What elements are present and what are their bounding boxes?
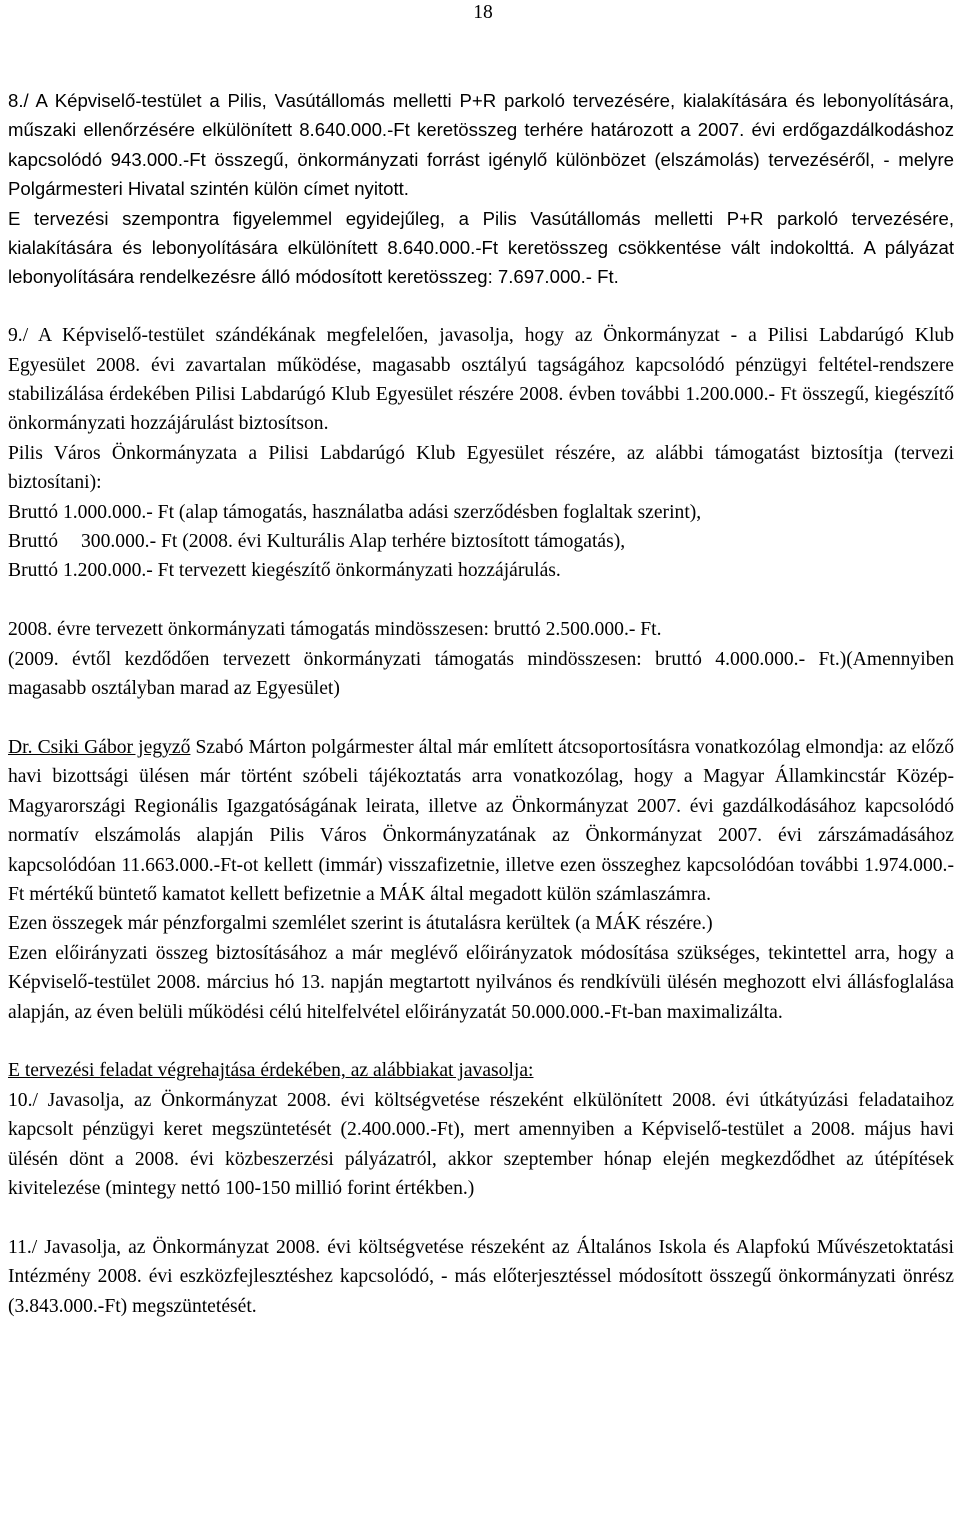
item-8-followup-paragraph: E tervezési szempontra figyelemmel egyidejűleg, a Pilis Vasútállomás melletti P+R parkoló tervezésére, kialakítására és lebonyolítására elkülönített 8.640.000.-Ft keretösszeg csökkentése vált indokolttá. A pályázat lebonyolítására rendelkezésre álló módosított keretösszeg: 7.697.000.- Ft.	[8, 207, 954, 288]
total-2009: (2009. évtől kezdődően tervezett önkormányzati támogatás mindösszesen: bruttó 4.000.000.- Ft.)(Amennyiben magasabb osztályban marad az Egyesület)	[8, 648, 954, 700]
page-number: 18	[473, 2, 493, 23]
brutto-value: 1.200.000.- Ft tervezett kiegészítő önkormányzati hozzájárulás.	[62, 560, 561, 582]
item-9-paragraph: 9./ A Képviselő-testület szándékának megfelelően, javasolja, hogy az Önkormányzat - a Pilisi Labdarúgó Klub Egyesület 2008. évi zavartalan működése, magasabb osztályú tagságához kapcsolódó pénzügyi feltétel-rendszere stabilizálása érdekében Pilisi Labdarúgó Klub Egyesület részére 2008. évben további 1.200.000.- Ft összegű, kiegészítő önkormányzati hozzájárulást biztosítson.	[8, 325, 954, 435]
brutto-label: Bruttó	[8, 560, 59, 582]
item-10-paragraph: 10./ Javasolja, az Önkormányzat 2008. évi költségvetése részeként elkülönített 2008. évi útkátyúzási feladataihoz kapcsolt pénzügyi keret megszüntetését (2.400.000.-Ft), mert amennyiben a Képviselő-testület a 2008. május havi ülésén dönt a 2008. évi közbeszerzési pályázatról, akkor szeptember hónap elején megkezdődhet az útépítések kivitelezése (mintegy nettó 100-150 millió forint értékben.)	[8, 1089, 954, 1199]
brutto-line-3	[8, 556, 954, 585]
spacer	[8, 704, 954, 733]
speaker-paragraph	[8, 733, 954, 909]
spacer	[8, 292, 954, 321]
spacer	[8, 1027, 954, 1056]
speaker-paragraph-3: Ezen előirányzati összeg biztosításához a már meglévő előirányzatok módosítása szükséges, tekintettel arra, hogy a Képviselő-testület 2008. március hó 13. napján megtartott nyilvános és rendkívüli ülésén meghozott elvi állásfoglalása alapján, az éven belüli működési célú hitelfelvétel előirányzatát 50.000.000.-Ft-ban maximalizálta.	[8, 942, 954, 1023]
brutto-label: Bruttó	[8, 531, 59, 553]
proposal-heading-text: E tervezési feladat végrehajtása érdekében, az alábbiakat javasolja:	[8, 1060, 534, 1082]
proposal-heading	[8, 1056, 954, 1085]
speaker-paragraph-2: Ezen összegek már pénzforgalmi szemlélet szerint is átutalásra kerültek (a MÁK részére.)	[8, 913, 713, 935]
spacer	[8, 1203, 954, 1232]
brutto-label: Bruttó	[8, 501, 59, 523]
total-2008: 2008. évre tervezett önkormányzati támogatás mindösszesen: bruttó 2.500.000.- Ft.	[8, 619, 662, 641]
speaker-text: Szabó Márton polgármester által már említett átcsoportosításra vonatkozólag elmondja: az előző havi bizottsági ülésen már történt szóbeli tájékoztatás arra vonatkozólag, hogy a Magyar Államkincstár Közép-Magyarországi Regionális Igazgatóságának leirata, illetve az Önkormányzat 2007. évi gazdálkodásához kapcsolódó normatív elszámolás alapján Pilis Város Önkormányzatának az Önkormányzat 2007. évi zárszámadásához kapcsolódóan 11.663.000.-Ft-ot kellett (immár) visszafizetnie, illetve ezen összeghez kapcsolódóan további 1.974.000.-Ft mértékű büntető kamatot kellett befizetnie a MÁK által megadott külön számlaszámra.	[8, 736, 954, 905]
brutto-value: 1.000.000.- Ft (alap támogatás, használatba adási szerződésben foglaltak szerint),	[62, 501, 702, 523]
brutto-value: 300.000.- Ft (2008. évi Kulturális Alap terhére biztosított támogatás),	[80, 531, 626, 553]
brutto-line-2	[8, 527, 954, 556]
speaker-name: Dr. Csiki Gábor jegyző	[8, 736, 191, 758]
brutto-line-1	[8, 498, 954, 527]
item-11-paragraph: 11./ Javasolja, az Önkormányzat 2008. évi költségvetése részeként az Általános Iskola és Alapfokú Művészetoktatási Intézmény 2008. évi eszközfejlesztéshez kapcsolódó, - más előterjesztéssel módosított összegű önkormányzati önrész (3.843.000.-Ft) megszüntetését.	[8, 1236, 954, 1317]
document-body	[8, 86, 954, 1321]
item-9-support-paragraph: Pilis Város Önkormányzata a Pilisi Labdarúgó Klub Egyesület részére, az alábbi támogatást biztosítja (tervezi biztosítani):	[8, 442, 954, 494]
spacer	[8, 586, 954, 615]
item-8-paragraph: 8./ A Képviselő-testület a Pilis, Vasútállomás melletti P+R parkoló tervezésére, kialakítására és lebonyolítására, műszaki ellenőrzésére elkülönített 8.640.000.-Ft keretösszeg terhére határozott a 2007. évi erdőgazdálkodáshoz kapcsolódó 943.000.-Ft összegű, önkormányzati forrást igénylő különbözet (elszámolás) tervezéséről, - melyre Polgármesteri Hivatal szintén külön címet nyitott.	[8, 90, 954, 200]
